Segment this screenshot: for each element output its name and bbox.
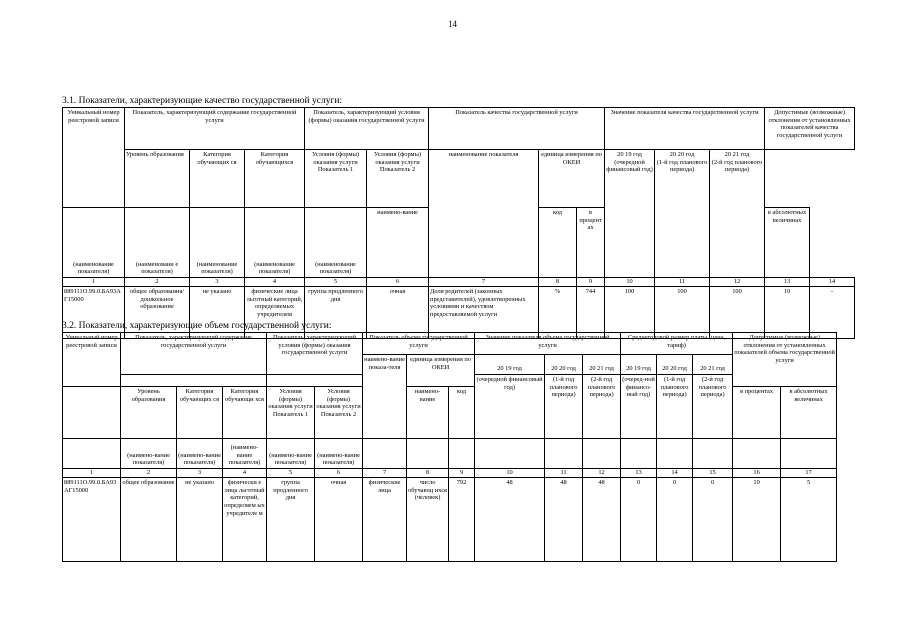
year-2019-sub: (очередной финансовый год) [606, 158, 653, 174]
c4-name-header: (наименование показателя) [190, 208, 245, 278]
col-number: 6 [367, 278, 429, 287]
col-number: 14 [810, 278, 855, 287]
condition-1-cell: группа продленного дня [267, 478, 315, 562]
education-level-cell: общее образования/ дошкольное образование [125, 287, 190, 339]
fee-2019-sub: (очеред-ной финансо-вый год) [621, 375, 657, 439]
year-2020-label: 20 20 год [545, 355, 583, 375]
year-2019-sub: (очередной финансовый год) [475, 375, 545, 439]
col-number: 11 [655, 278, 710, 287]
col-number: 10 [605, 278, 655, 287]
col-number: 3 [190, 278, 245, 287]
indicator-name-header: наимено-вание показа-теля [363, 355, 407, 439]
c4-name-header: (наимено-вание показателя) [223, 439, 267, 469]
col-number: 9 [577, 278, 605, 287]
col-number: 15 [693, 469, 733, 478]
value-2021-cell: 100 [710, 287, 765, 339]
fee-2021-sub: (2-й год планового периода) [693, 375, 733, 439]
content-indicator-header: Показатель, характеризующий содержание государственной услуги [125, 108, 305, 150]
unit-code-header: код [539, 208, 577, 278]
c6-name-header: (наименование показателя) [305, 208, 367, 278]
registry-number-cell: 889111О.99.0.БА93АГ15000 [63, 478, 121, 562]
value-2020-cell: 100 [655, 287, 710, 339]
column-number-row [63, 469, 837, 478]
deviation-percent-header: в процентах [733, 387, 781, 439]
quality-indicator-header: Показатель качества государственной услуги [429, 108, 605, 150]
c5-name-header: (наименование показателя) [245, 208, 305, 278]
deviation-header: Допустимые (возможные) отклонения от установленных показателей качества государственной услуги [765, 108, 855, 150]
section-title-volume: 3.2. Показатели, характеризующие объем государственной услуги: [62, 321, 332, 331]
c2-header: Уровень образования [121, 387, 177, 439]
col-number: 4 [245, 278, 305, 287]
volume-value-header: Значение показателя объема государственной услуги [475, 333, 621, 355]
fee-2021-label: 20 21 год [693, 355, 733, 375]
year-2021-sub: (2-й год планового периода) [711, 158, 763, 174]
condition-2-cell: очная [315, 478, 363, 562]
col-number: 5 [267, 469, 315, 478]
fee-2020-label: 20 20 год [657, 355, 693, 375]
indicator-name-cell: физические лица [363, 478, 407, 562]
c2-header: Уровень образования [125, 150, 190, 208]
volume-indicator-header: Показатель объема государственной услуги [363, 333, 475, 355]
col-number: 10 [475, 469, 545, 478]
col-number: 9 [449, 469, 475, 478]
student-category-cell: не указано [177, 478, 223, 562]
content-indicator-header: Показатель, характеризующий содержание государственной услуги [121, 333, 267, 375]
year-2020-sub: (1-й год планового периода) [545, 375, 583, 439]
col-number: 17 [781, 469, 837, 478]
year-2021-sub: (2-й год планового периода) [583, 375, 621, 439]
deviation-header: Допустимые (возможные) отклонения от установленных показателей объема государственной услуги [733, 333, 837, 387]
col-number: 16 [733, 469, 781, 478]
col-number: 6 [315, 469, 363, 478]
unit-header: единица измерения по ОКЕИ [407, 355, 475, 387]
year-2021-header [710, 150, 765, 278]
unit-header: единица измерения по ОКЕИ [539, 150, 605, 208]
col-number: 3 [177, 469, 223, 478]
c6-header: Условия (формы) оказания услуги Показатель 2 [367, 150, 429, 208]
c6-name-header: (наимено-вание показателя) [315, 439, 363, 469]
value-2020-cell: 48 [545, 478, 583, 562]
deviation-absolute-cell: 5 [781, 478, 837, 562]
year-2020-sub: (1-й год планового периода) [656, 158, 708, 174]
reg-no-header: Уникальный номер реестровой записи [63, 333, 121, 387]
condition-1-cell: группа продленного дня [305, 287, 367, 339]
unit-name-cell: % [539, 287, 577, 339]
value-2019-cell: 48 [475, 478, 545, 562]
student-category-2-cell: физические лица льготный категорий, определяемых учредителем [245, 287, 305, 339]
col-number: 7 [363, 469, 407, 478]
col-number: 1 [63, 469, 121, 478]
col-number: 1 [63, 278, 125, 287]
col-number: 4 [223, 469, 267, 478]
reg-no-header: Уникальный номер реестровой записи [63, 108, 125, 208]
year-2020-header [655, 150, 710, 278]
fee-2021-cell: 0 [693, 478, 733, 562]
c5-header: Условия (формы) оказания услуги Показатель 1 [305, 150, 367, 208]
c5-header: Условия (формы) оказания услуги Показатель 1 [267, 387, 315, 439]
value-2019-cell: 100 [605, 287, 655, 339]
registry-number-cell: 889111О.99.0.БА93АГ15000 [63, 287, 125, 339]
deviation-absolute-cell: - [810, 287, 855, 339]
year-2021-label: 20 21 год [583, 355, 621, 375]
year-2021-label: 20 21 год [724, 151, 750, 158]
section-title-quality: 3.1. Показатели, характеризующие качество государственной услуги: [62, 96, 343, 106]
deviation-percent-header: в процентах [577, 208, 605, 278]
fee-2020-sub: (1-й год планового периода) [657, 375, 693, 439]
col-number: 8 [407, 469, 449, 478]
year-2019-label: 20 19 год [617, 151, 642, 158]
deviation-absolute-header: в абсолютных величинах [765, 208, 810, 278]
col-number: 13 [765, 278, 810, 287]
col-number: 12 [710, 278, 765, 287]
c2-name-header: (наимено-вание показателя) [121, 439, 177, 469]
page-number: 14 [448, 19, 457, 29]
c4-header: Категория обучающихся [245, 150, 305, 208]
indicator-name-header: наименование показателя [429, 150, 539, 278]
unit-code-cell: 792 [449, 478, 475, 562]
deviation-absolute-header: в абсолютных величинах [781, 387, 837, 439]
col-number: 2 [121, 469, 177, 478]
table-row [63, 478, 837, 562]
c5-name-header: (наимено-вание показателя) [267, 439, 315, 469]
col-number: 2 [125, 278, 190, 287]
deviation-percent-cell: 10 [765, 287, 810, 339]
unit-code-header: код [449, 387, 475, 439]
c4-header: Категория обучающи хся [223, 387, 267, 439]
column-number-row [63, 278, 855, 287]
c3-header: Категория обучающих ся [190, 150, 245, 208]
col-number: 5 [305, 278, 367, 287]
fee-header: Среднегодовой размер платы (цена, тариф) [621, 333, 733, 355]
condition-2-cell: очная [367, 287, 429, 339]
year-2019-label: 20 19 год [475, 355, 545, 375]
unit-name-header: наимено-вание [407, 387, 449, 439]
unit-name-header: наимено-вание [367, 208, 429, 278]
unit-code-cell: 744 [577, 287, 605, 339]
volume-indicators-table [62, 332, 837, 562]
c3-header: Категория обучающих ся [177, 387, 223, 439]
col-number: 7 [429, 278, 539, 287]
education-level-cell: общее образование [121, 478, 177, 562]
student-category-2-cell: физически е лица льготный категорий, определяем ых учредителе м [223, 478, 267, 562]
col-number: 12 [583, 469, 621, 478]
col-number: 8 [539, 278, 577, 287]
c2-name-header: (наименование показателя) [63, 208, 125, 278]
quality-indicators-table [62, 107, 855, 339]
fee-2019-cell: 0 [621, 478, 657, 562]
deviation-percent-cell: 10 [733, 478, 781, 562]
year-2020-label: 20 20 год [669, 151, 695, 158]
year-2019-header [605, 150, 655, 278]
condition-indicator-header: Показатель, характеризующий условия (формы) оказания государственной услуги [305, 108, 429, 150]
student-category-cell: не указано [190, 287, 245, 339]
col-number: 11 [545, 469, 583, 478]
fee-2020-cell: 0 [657, 478, 693, 562]
col-number: 13 [621, 469, 657, 478]
c3-name-header: (наименовани е показателя) [125, 208, 190, 278]
value-2021-cell: 48 [583, 478, 621, 562]
c6-header: Условия (формы) оказания услуги Показатель 2 [315, 387, 363, 439]
quality-value-header: Значение показателя качества государственной услуги [605, 108, 765, 150]
fee-2019-label: 20 19 год [621, 355, 657, 375]
condition-indicator-header: Показатель, характеризующий условия (формы) оказания государственной услуги [267, 333, 363, 375]
unit-name-cell: число обучающ ихся (человек) [407, 478, 449, 562]
indicator-name-cell: Доля родителей (законных представителей), удовлетворенных условиями и качеством предоставляемой услуги [429, 287, 539, 339]
col-number: 14 [657, 469, 693, 478]
c3-name-header: (наимено-вание показателя) [177, 439, 223, 469]
